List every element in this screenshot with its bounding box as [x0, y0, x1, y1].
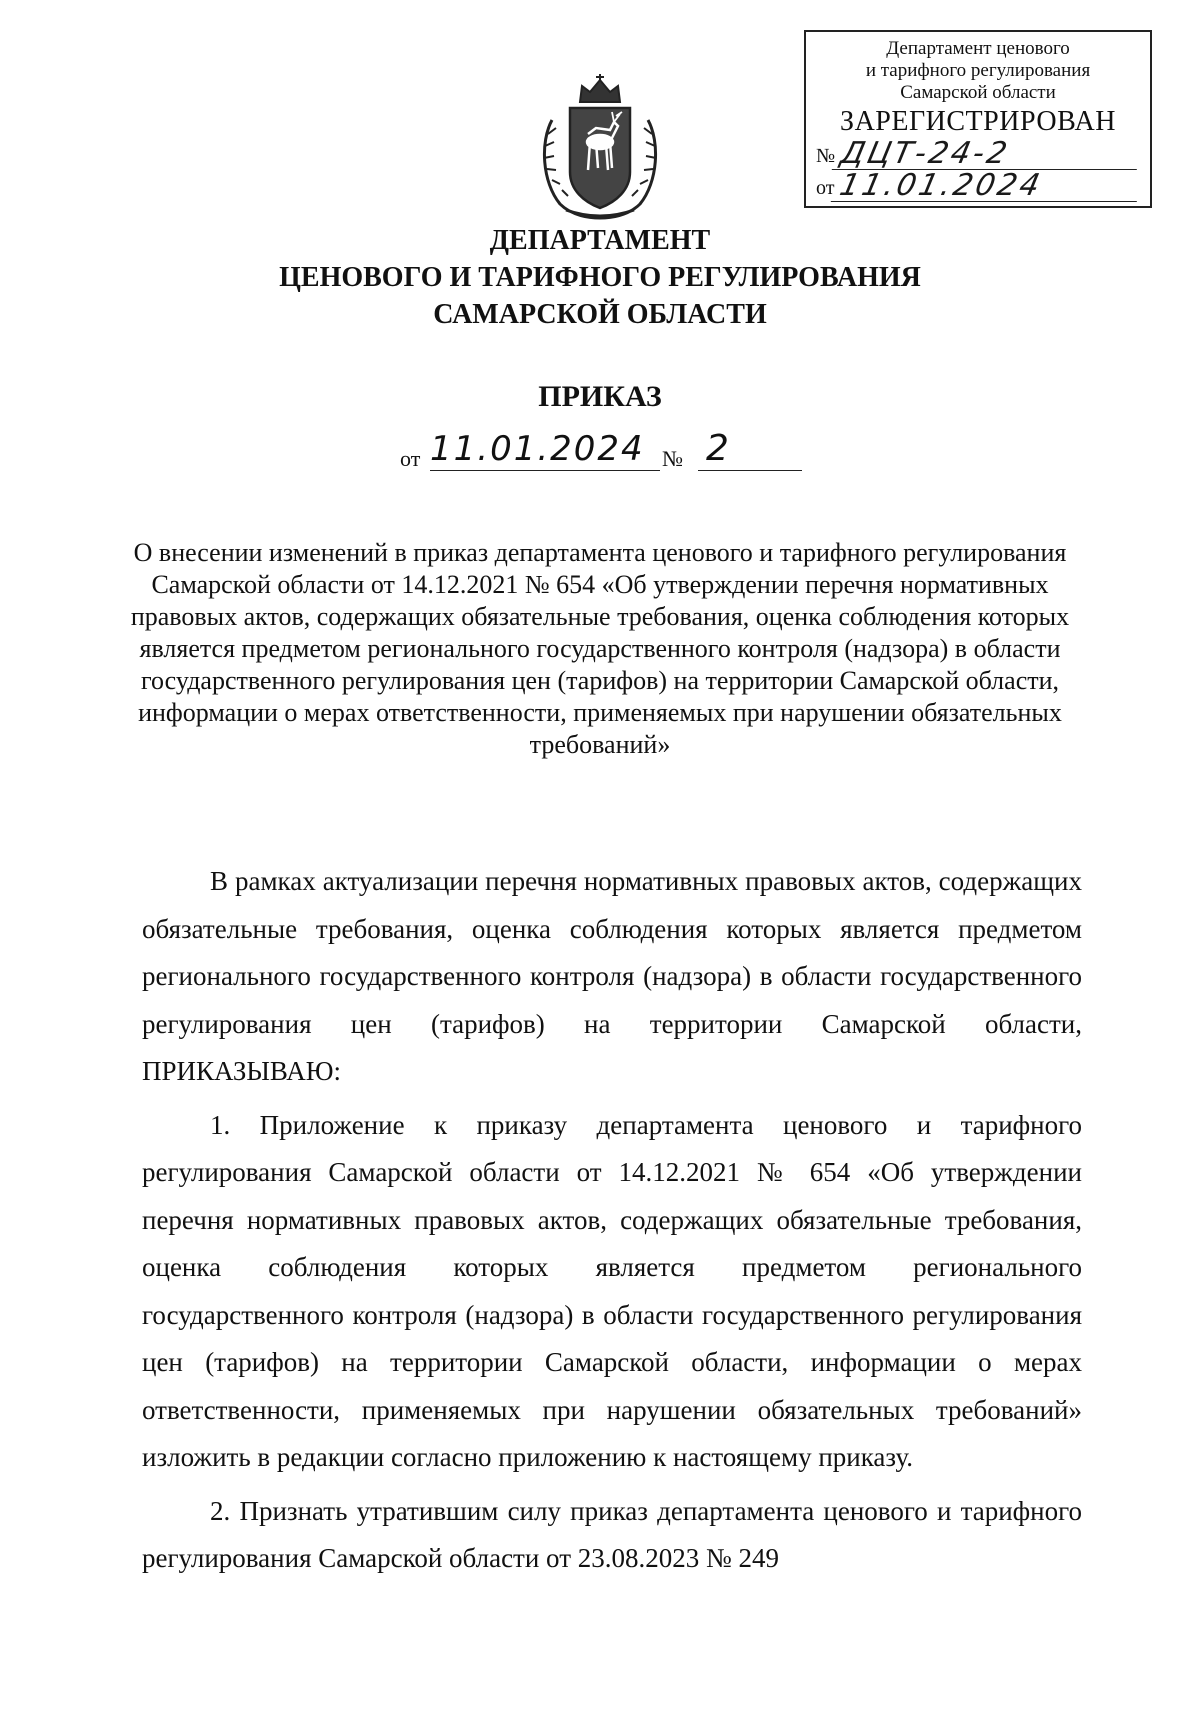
registration-stamp	[804, 30, 1152, 208]
body-item-1: 1. Приложение к приказу департамента ценового и тарифного регулирования Самарской области от 14.12.2021 № 654 «Об утверждении перечня нормативных правовых актов, содержащих обязательные требования, оценка соблюдения которых является предметом регионального государственного контроля (надзора) в области государственного регулирования цен (тарифов) на территории Самарской области, информации о мерах ответственности, применяемых при нарушении обязательных требований» изложить в редакции согласно приложению к настоящему приказу.	[142, 1109, 1082, 1472]
order-subject: О внесении изменений в приказ департамента ценового и тарифного регулирования Самарской области от 14.12.2021 № 654 «Об утверждении перечня нормативных правовых актов, содержащих обязательные требования, оценка соблюдения которых является предметом регионального государственного контроля (надзора) в области государственного регулирования цен (тарифов) на территории Самарской области, информации о мерах ответственности, применяемых при нарушении обязательных требований»	[130, 538, 1070, 759]
order-number: 2	[698, 428, 802, 471]
order-number-label: №	[662, 446, 683, 471]
order-date: 11.01.2024	[430, 428, 660, 471]
department-title-line-1: ДЕПАРТАМЕНТ	[489, 225, 711, 256]
samara-coat-of-arms-icon	[530, 72, 670, 222]
stamp-date-label: от	[816, 177, 835, 199]
body-item-2: 2. Признать утратившим силу приказ департамента ценового и тарифного регулирования Самарской области от 23.08.2023 № 249	[142, 1495, 1082, 1573]
department-title-line-3: САМАРСКОЙ ОБЛАСТИ	[433, 299, 767, 330]
order-date-number	[400, 428, 820, 472]
stamp-line-3: Самарской области	[900, 82, 1056, 103]
order-title: ПРИКАЗ	[538, 380, 662, 413]
department-title-line-2: ЦЕНОВОГО И ТАРИФНОГО РЕГУЛИРОВАНИЯ	[279, 262, 921, 293]
stamp-date-field	[816, 168, 1140, 203]
stamp-line-1: Департамент ценового	[886, 38, 1070, 59]
order-from-label: от	[400, 446, 421, 471]
stamp-number-field	[816, 136, 1140, 171]
stamp-date-value: 11.01.2024	[831, 171, 1143, 202]
stamp-number-label: №	[816, 145, 836, 167]
stamp-number-value: ДЦТ-24-2	[832, 139, 1143, 170]
stamp-registered: ЗАРЕГИСТРИРОВАН	[840, 106, 1116, 137]
stamp-line-2: и тарифного регулирования	[865, 60, 1091, 81]
body-intro: В рамках актуализации перечня нормативных правовых актов, содержащих обязательные требования, оценка соблюдения которых является предметом регионального государственного контроля (надзора) в области государственного регулирования цен (тарифов) на территории Самарской области, ПРИКАЗЫВАЮ:	[142, 866, 1082, 1086]
order-body	[142, 858, 1082, 1589]
